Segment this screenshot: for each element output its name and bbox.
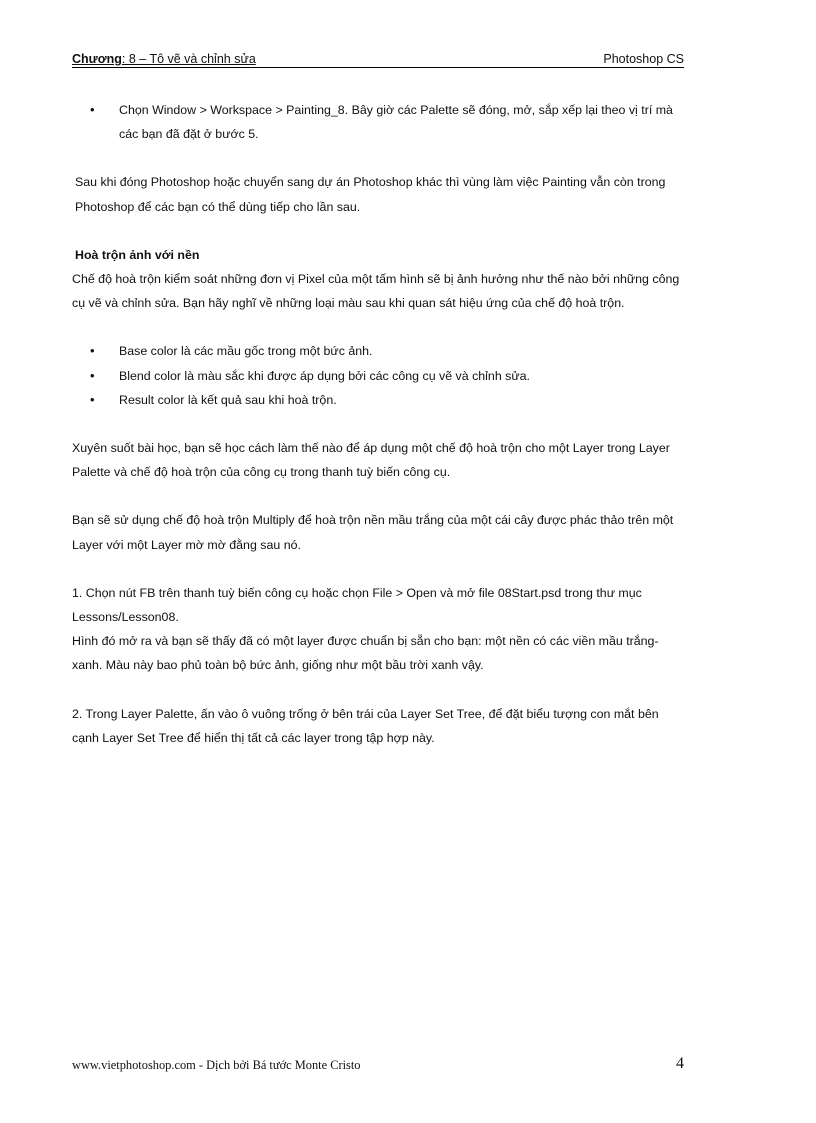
- paragraph-workspace: Sau khi đóng Photoshop hoặc chuyển sang dự án Photoshop khác thì vùng làm việc Painting vẫn còn trong Photoshop để các bạn có thể dùng tiếp cho lần sau.: [75, 175, 666, 214]
- list-item: • Blend color là màu sắc khi được áp dụng bởi các công cụ vẽ và chỉnh sửa.: [72, 364, 687, 388]
- footer-credit: www.vietphotoshop.com - Dịch bởi Bá tước Monte Cristo: [72, 1058, 361, 1072]
- step-2: 2. Trong Layer Palette, ấn vào ô vuông trống ở bên trái của Layer Set Tree, để đặt biểu tượng con mắt bên cạnh Layer Set Tree để hiển thị tất cả các layer trong tập hợp này.: [72, 706, 659, 745]
- chapter-title: : 8 – Tô vẽ và chỉnh sửa: [121, 52, 256, 66]
- list-item: • Chọn Window > Workspace > Painting_8. Bây giờ các Palette sẽ đóng, mở, sắp xếp lại theo vị trí mà các bạn đã đặt ở bước 5.: [72, 98, 687, 146]
- book-title: Photoshop CS: [603, 52, 684, 66]
- page-number: 4: [676, 1055, 684, 1072]
- page-body: [72, 98, 687, 750]
- paragraph-multiply: Bạn sẽ sử dụng chế độ hoà trộn Multiply để hoà trộn nền mầu trắng của một cái cây được phác thảo trên một Layer với một Layer mờ mờ đằng sau nó.: [72, 513, 674, 552]
- list-item: • Result color là kết quả sau khi hoà trộn.: [72, 388, 687, 412]
- page-footer: [72, 1056, 684, 1074]
- intro-bullet-list: [72, 98, 687, 146]
- list-item: • Base color là các mầu gốc trong một bức ảnh.: [72, 339, 687, 363]
- section-heading: Hoà trộn ảnh với nền: [75, 247, 200, 262]
- page-header: [72, 51, 684, 68]
- color-bullet-list: [72, 339, 687, 412]
- chapter-label: Chương: [72, 52, 122, 66]
- step-1: 1. Chọn nút FB trên thanh tuỳ biến công cụ hoặc chọn File > Open và mở file 08Start.psd trong thư mục Lessons/Lesson08.: [72, 585, 642, 625]
- paragraph-lesson: Xuyên suốt bài học, bạn sẽ học cách làm thế nào để áp dụng một chế độ hoà trộn cho một Layer trong Layer Palette và chế độ hoà trộn của công cụ trong thanh tuỳ biến công cụ.: [72, 441, 670, 480]
- paragraph-blend-intro: Chế độ hoà trộn kiểm soát những đơn vị Pixel của một tấm hình sẽ bị ảnh hưởng như thế nào bởi những công cụ vẽ và chỉnh sửa. Bạn hãy nghĩ về những loại màu sau khi quan sát hiệu ứng của chế độ hoà trộn.: [72, 272, 680, 311]
- step-1-note: Hình đó mở ra và bạn sẽ thấy đã có một layer được chuẩn bị sẵn cho bạn: một nền có các viền mầu trắng-xanh. Màu này bao phủ toàn bộ bức ảnh, giống như một bầu trời xanh vậy.: [72, 634, 659, 673]
